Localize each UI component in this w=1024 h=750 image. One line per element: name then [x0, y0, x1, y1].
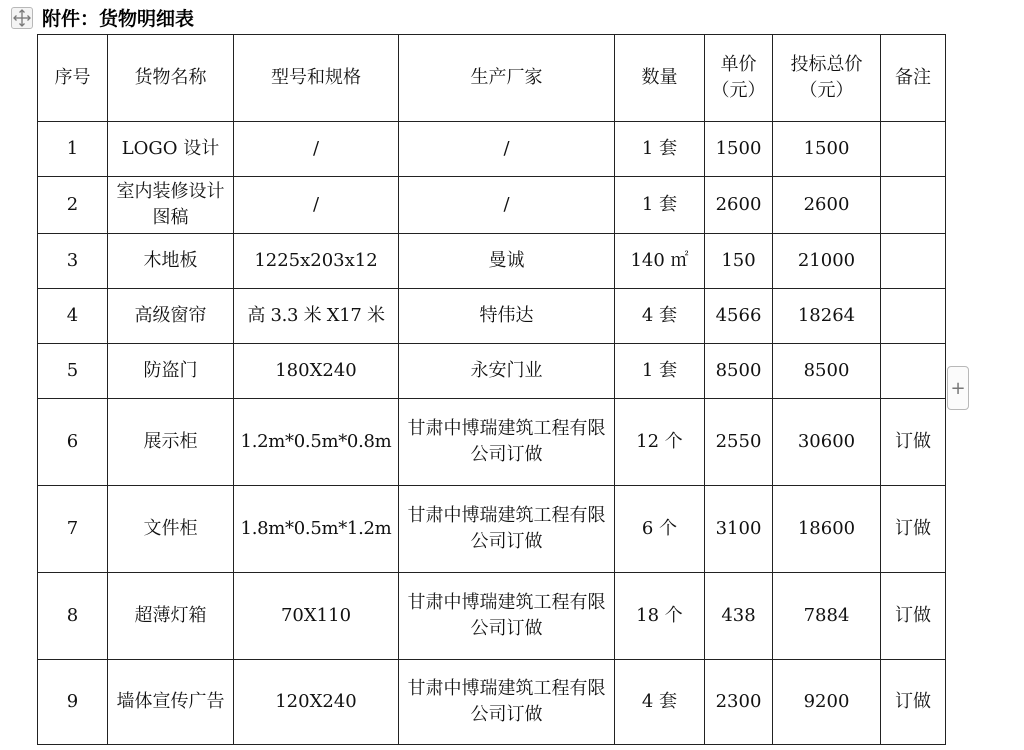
cell-name: 防盗门: [108, 344, 234, 399]
header-unit-price: [705, 35, 773, 122]
cell-name: LOGO 设计: [108, 122, 234, 177]
cell-maker: 特伟达: [399, 289, 615, 344]
cell-no: 5: [38, 344, 108, 399]
cell-remark: [881, 289, 946, 344]
cell-maker: /: [399, 177, 615, 234]
table-row: [38, 177, 946, 234]
cell-no: 9: [38, 660, 108, 745]
cell-no: 6: [38, 399, 108, 486]
cell-name: 超薄灯箱: [108, 573, 234, 660]
table-move-handle[interactable]: [11, 7, 33, 29]
cell-qty: 6 个: [615, 486, 705, 573]
cell-name: 文件柜: [108, 486, 234, 573]
cell-price: 2300: [705, 660, 773, 745]
add-row-button[interactable]: [947, 366, 969, 410]
cell-qty: 140 ㎡: [615, 234, 705, 289]
header-total-price-line1: 投标总价: [790, 54, 863, 75]
table-row: [38, 486, 946, 573]
cell-spec: 120X240: [234, 660, 399, 745]
cell-no: 1: [38, 122, 108, 177]
cell-qty: 1 套: [615, 122, 705, 177]
cell-spec: /: [234, 122, 399, 177]
cell-total: 2600: [773, 177, 881, 234]
cell-price: 150: [705, 234, 773, 289]
table-row: [38, 660, 946, 745]
cell-no: 2: [38, 177, 108, 234]
header-spec: 型号和规格: [234, 35, 399, 122]
cell-qty: 18 个: [615, 573, 705, 660]
header-total-price: [773, 35, 881, 122]
cell-qty: 4 套: [615, 289, 705, 344]
cell-remark: [881, 177, 946, 234]
cell-remark: 订做: [881, 399, 946, 486]
cell-spec: 70X110: [234, 573, 399, 660]
cell-name: 高级窗帘: [108, 289, 234, 344]
cell-spec: 1.2m*0.5m*0.8m: [234, 399, 399, 486]
cell-price: 4566: [705, 289, 773, 344]
cell-remark: 订做: [881, 573, 946, 660]
table-row: [38, 289, 946, 344]
cell-total: 8500: [773, 344, 881, 399]
table-row: [38, 234, 946, 289]
cell-total: 9200: [773, 660, 881, 745]
table-row: [38, 122, 946, 177]
cell-no: 4: [38, 289, 108, 344]
cell-maker: 甘肃中博瑞建筑工程有限公司订做: [399, 399, 615, 486]
table-row: [38, 344, 946, 399]
cell-qty: 4 套: [615, 660, 705, 745]
cell-total: 18264: [773, 289, 881, 344]
move-arrows-icon: [12, 8, 32, 28]
cell-no: 8: [38, 573, 108, 660]
cell-remark: [881, 234, 946, 289]
cell-total: 1500: [773, 122, 881, 177]
cell-maker: /: [399, 122, 615, 177]
cell-total: 7884: [773, 573, 881, 660]
cell-total: 30600: [773, 399, 881, 486]
cell-spec: 1225x203x12: [234, 234, 399, 289]
cell-price: 438: [705, 573, 773, 660]
cell-price: 3100: [705, 486, 773, 573]
cell-name: 室内装修设计图稿: [108, 177, 234, 234]
header-unit-price-line1: 单价: [720, 54, 757, 75]
cell-price: 2600: [705, 177, 773, 234]
header-maker: 生产厂家: [399, 35, 615, 122]
cell-maker: 永安门业: [399, 344, 615, 399]
cell-qty: 12 个: [615, 399, 705, 486]
header-remark: 备注: [881, 35, 946, 122]
cell-name: 木地板: [108, 234, 234, 289]
document-title: 附件：货物明细表: [42, 8, 195, 30]
cell-no: 7: [38, 486, 108, 573]
cell-price: 2550: [705, 399, 773, 486]
cell-spec: /: [234, 177, 399, 234]
cell-name: 墙体宣传广告: [108, 660, 234, 745]
header-total-price-line2: （元）: [799, 80, 854, 101]
cell-maker: 曼诚: [399, 234, 615, 289]
header-qty: 数量: [615, 35, 705, 122]
cell-spec: 1.8m*0.5m*1.2m: [234, 486, 399, 573]
cell-remark: [881, 344, 946, 399]
cell-total: 18600: [773, 486, 881, 573]
cell-remark: [881, 122, 946, 177]
plus-icon: +: [950, 377, 966, 399]
cell-qty: 1 套: [615, 344, 705, 399]
cell-remark: 订做: [881, 486, 946, 573]
cell-total: 21000: [773, 234, 881, 289]
cell-spec: 180X240: [234, 344, 399, 399]
cell-maker: 甘肃中博瑞建筑工程有限公司订做: [399, 660, 615, 745]
cell-name: 展示柜: [108, 399, 234, 486]
cell-qty: 1 套: [615, 177, 705, 234]
cell-no: 3: [38, 234, 108, 289]
cell-maker: 甘肃中博瑞建筑工程有限公司订做: [399, 573, 615, 660]
cell-spec: 高 3.3 米 X17 米: [234, 289, 399, 344]
table-row: [38, 399, 946, 486]
cell-maker: 甘肃中博瑞建筑工程有限公司订做: [399, 486, 615, 573]
header-name: 货物名称: [108, 35, 234, 122]
cell-remark: 订做: [881, 660, 946, 745]
table-header-row: [38, 35, 946, 122]
cell-price: 1500: [705, 122, 773, 177]
table-row: [38, 573, 946, 660]
goods-detail-table: [37, 34, 946, 745]
header-no: 序号: [38, 35, 108, 122]
header-unit-price-line2: （元）: [711, 80, 766, 101]
cell-price: 8500: [705, 344, 773, 399]
